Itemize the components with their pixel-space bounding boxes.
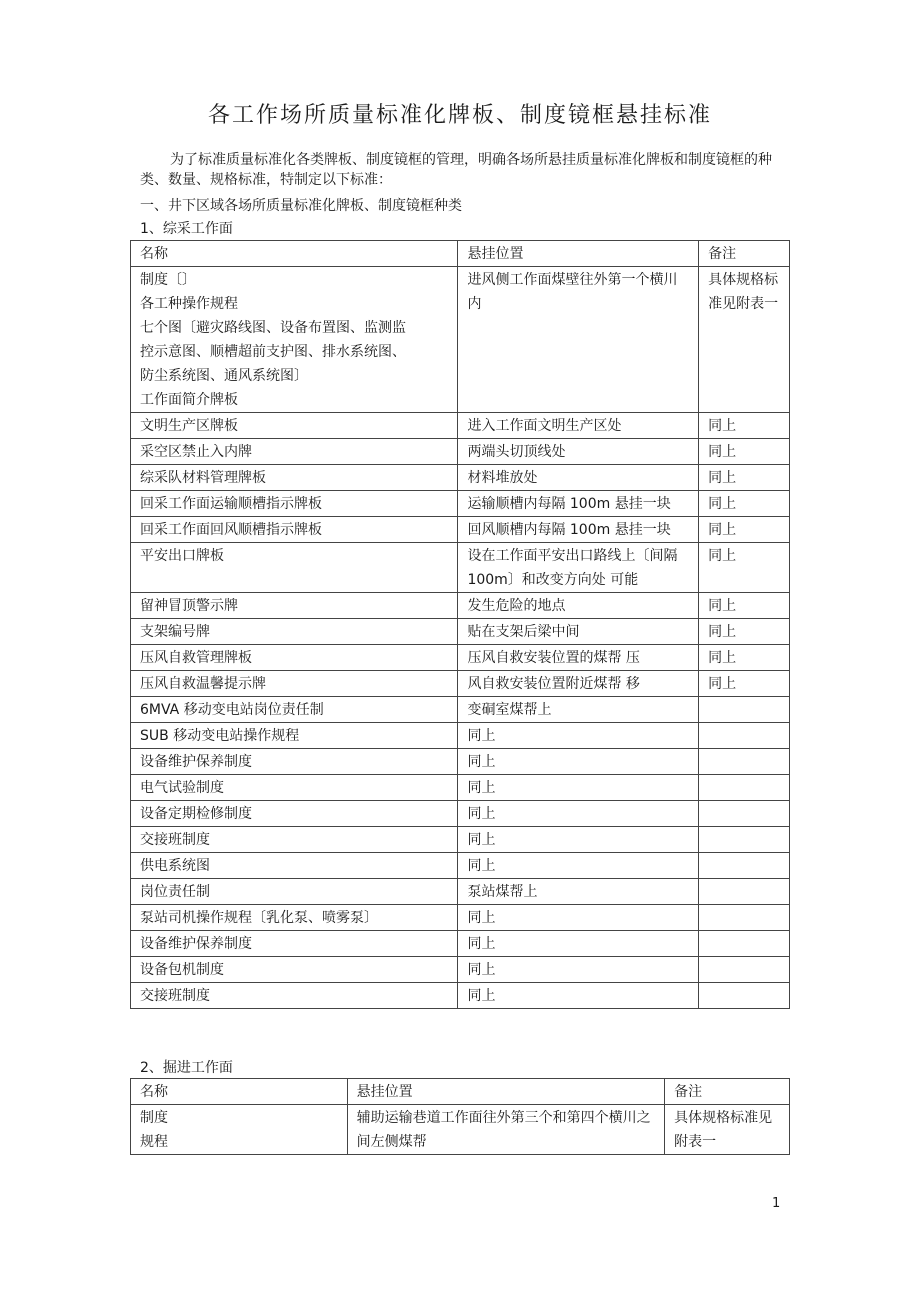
table-row	[131, 905, 790, 931]
table-row	[131, 749, 790, 775]
table-header-row	[131, 1079, 790, 1105]
row-location: 贴在支架后梁中间	[458, 619, 699, 645]
row-note	[699, 827, 790, 853]
table-tunnel-face	[130, 1078, 790, 1155]
row-name-line: 七个图〔避灾路线图、设备布置图、监测监	[140, 320, 406, 336]
table-row	[131, 697, 790, 723]
page-title: 各工作场所质量标准化牌板、制度镜框悬挂标准	[207, 103, 712, 128]
row-name: 岗位责任制	[131, 879, 458, 905]
table-row	[131, 543, 790, 593]
row-location: 回风顺槽内每隔 100m 悬挂一块	[458, 517, 699, 543]
table-mining-face	[130, 240, 790, 1009]
table-row	[131, 439, 790, 465]
col-header-location: 悬挂位置	[347, 1079, 664, 1105]
table-row	[131, 801, 790, 827]
row-note: 同上	[699, 645, 790, 671]
row-name: 综采队材料管理牌板	[131, 465, 458, 491]
row-note: 同上	[699, 491, 790, 517]
table-row	[131, 267, 790, 413]
row-location: 辅助运输巷道工作面往外第三个和第四个横川之间左侧煤帮	[347, 1105, 664, 1155]
row-location: 同上	[458, 905, 699, 931]
row-name: 供电系统图	[131, 853, 458, 879]
row-location: 材料堆放处	[458, 465, 699, 491]
row-note	[699, 775, 790, 801]
row-note	[699, 801, 790, 827]
col-header-name: 名称	[131, 241, 458, 267]
row-name-line: 各工种操作规程	[140, 296, 238, 312]
row-name: 压风自救管理牌板	[131, 645, 458, 671]
row-note: 同上	[699, 439, 790, 465]
table-row	[131, 723, 790, 749]
row-name	[131, 267, 458, 413]
table-row	[131, 853, 790, 879]
row-location: 设在工作面平安出口路线上〔间隔 100m〕和改变方向处 可能	[458, 543, 699, 593]
row-name: SUB 移动变电站操作规程	[131, 723, 458, 749]
row-location: 同上	[458, 957, 699, 983]
row-note: 同上	[699, 517, 790, 543]
intro-paragraph: 为了标准质量标准化各类牌板、制度镜框的管理，明确各场所悬挂质量标准化牌板和制度镜框的种类、数量、规格标准，特制定以下标准：	[140, 152, 772, 188]
row-name: 交接班制度	[131, 827, 458, 853]
row-name: 6MVA 移动变电站岗位责任制	[131, 697, 458, 723]
col-header-name: 名称	[131, 1079, 348, 1105]
row-location: 同上	[458, 801, 699, 827]
row-note	[699, 723, 790, 749]
table-row	[131, 1105, 790, 1155]
row-location: 泵站煤帮上	[458, 879, 699, 905]
row-name: 压风自救温馨提示牌	[131, 671, 458, 697]
row-note	[699, 879, 790, 905]
row-note: 同上	[699, 671, 790, 697]
row-name: 设备维护保养制度	[131, 749, 458, 775]
row-location: 同上	[458, 827, 699, 853]
row-name: 回采工作面运输顺槽指示牌板	[131, 491, 458, 517]
row-name: 设备定期检修制度	[131, 801, 458, 827]
row-location: 进入工作面文明生产区处	[458, 413, 699, 439]
row-note: 具体规格标准见附表一	[699, 267, 790, 413]
table-row	[131, 827, 790, 853]
table-row	[131, 775, 790, 801]
row-location: 进风侧工作面煤壁往外第一个横川内	[458, 267, 699, 413]
table-row	[131, 879, 790, 905]
row-location: 发生危险的地点	[458, 593, 699, 619]
sub2-heading: 2、掘进工作面	[140, 1060, 233, 1076]
row-note	[699, 957, 790, 983]
table-row	[131, 593, 790, 619]
table-row	[131, 517, 790, 543]
table-row	[131, 983, 790, 1009]
row-note: 同上	[699, 413, 790, 439]
row-name: 交接班制度	[131, 983, 458, 1009]
row-location: 压风自救安装位置的煤帮 压	[458, 645, 699, 671]
row-note	[699, 931, 790, 957]
row-note: 同上	[699, 543, 790, 593]
row-name: 设备包机制度	[131, 957, 458, 983]
row-name: 回采工作面回风顺槽指示牌板	[131, 517, 458, 543]
table-row	[131, 413, 790, 439]
table-row	[131, 957, 790, 983]
table-row	[131, 931, 790, 957]
row-name-line: 规程	[140, 1134, 168, 1150]
row-note: 同上	[699, 619, 790, 645]
row-location: 同上	[458, 853, 699, 879]
row-note: 具体规格标准见附表一	[665, 1105, 790, 1155]
row-name: 设备维护保养制度	[131, 931, 458, 957]
row-name: 支架编号牌	[131, 619, 458, 645]
row-note	[699, 983, 790, 1009]
col-header-note: 备注	[699, 241, 790, 267]
table-row	[131, 491, 790, 517]
row-note	[699, 749, 790, 775]
row-location: 同上	[458, 931, 699, 957]
table-header-row	[131, 241, 790, 267]
row-note	[699, 905, 790, 931]
row-note: 同上	[699, 465, 790, 491]
row-name	[131, 1105, 348, 1155]
row-note	[699, 697, 790, 723]
row-name-line: 制度〔〕	[140, 272, 196, 288]
col-header-location: 悬挂位置	[458, 241, 699, 267]
row-name: 文明生产区牌板	[131, 413, 458, 439]
table-row	[131, 465, 790, 491]
table-row	[131, 671, 790, 697]
page-number: 1	[772, 1196, 781, 1211]
row-location: 同上	[458, 723, 699, 749]
row-location: 同上	[458, 775, 699, 801]
section1-heading: 一、井下区域各场所质量标准化牌板、制度镜框种类	[140, 198, 462, 214]
row-name-line: 控示意图、顺槽超前支护图、排水系统图、	[140, 344, 406, 360]
row-name: 留神冒顶警示牌	[131, 593, 458, 619]
sub1-heading: 1、综采工作面	[140, 221, 233, 237]
row-note: 同上	[699, 593, 790, 619]
table-row	[131, 645, 790, 671]
table-row	[131, 619, 790, 645]
row-name-line: 工作面简介牌板	[140, 392, 238, 408]
row-name: 采空区禁止入内牌	[131, 439, 458, 465]
row-name-line: 制度	[140, 1110, 168, 1126]
col-header-note: 备注	[665, 1079, 790, 1105]
row-note	[699, 853, 790, 879]
row-location: 变硐室煤帮上	[458, 697, 699, 723]
row-name-line: 防尘系统图、通风系统图〕	[140, 368, 308, 384]
row-location: 同上	[458, 749, 699, 775]
row-location: 风自救安装位置附近煤帮 移	[458, 671, 699, 697]
row-location: 运输顺槽内每隔 100m 悬挂一块	[458, 491, 699, 517]
row-name: 平安出口牌板	[131, 543, 458, 593]
row-name: 泵站司机操作规程〔乳化泵、喷雾泵〕	[131, 905, 458, 931]
row-location: 两端头切顶线处	[458, 439, 699, 465]
row-location: 同上	[458, 983, 699, 1009]
row-name: 电气试验制度	[131, 775, 458, 801]
